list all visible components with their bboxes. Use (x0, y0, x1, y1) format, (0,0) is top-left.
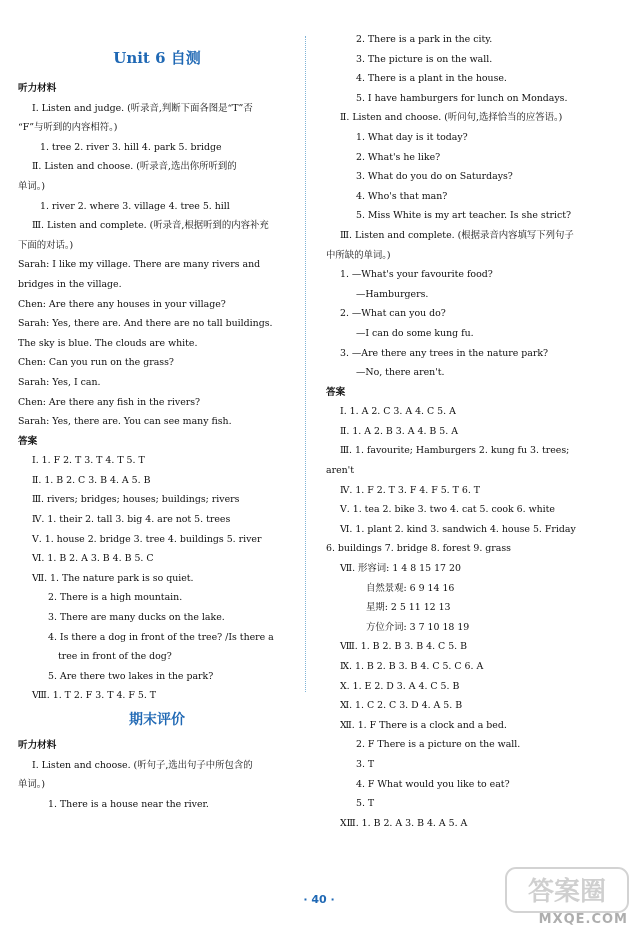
text-line: Ⅵ. 1. B 2. A 3. B 4. B 5. C (32, 553, 154, 565)
text-line: 5. Miss White is my art teacher. Is she strict? (356, 210, 571, 222)
text-line: Ⅳ. 1. their 2. tall 3. big 4. are not 5. trees (32, 514, 231, 526)
text-line: 2. F There is a picture on the wall. (356, 739, 521, 751)
text-line: 自然景观: 6 9 14 16 (366, 582, 455, 594)
left-column (18, 30, 296, 814)
final-evaluation-content (18, 736, 296, 814)
text-line: 4. Is there a dog in front of the tree? /Is there a (48, 631, 274, 643)
text-line: —I can do some kung fu. (356, 327, 474, 339)
text-line: 3. What do you do on Saturdays? (356, 171, 513, 183)
text-line: Chen: Can you run on the grass? (18, 357, 174, 369)
text-line: 3. T (356, 758, 375, 770)
text-line: 5. I have hamburgers for lunch on Mondays. (356, 92, 568, 104)
text-line: Ⅰ. Listen and judge. (听录音,判断下面各图是“T”否 (32, 102, 253, 114)
text-line: Ⅴ. 1. house 2. bridge 3. tree 4. buildings 5. river (32, 533, 262, 545)
text-line: 星期: 2 5 11 12 13 (366, 602, 451, 614)
text-line: 1. What day is it today? (356, 131, 468, 143)
text-line: Sarah: Yes, I can. (18, 376, 101, 388)
text-line: Ⅲ. Listen and complete. (听录音,根据听到的内容补充 (32, 220, 269, 232)
text-line: 1. There is a house near the river. (48, 798, 209, 810)
column-divider (305, 36, 306, 692)
text-line: Ⅱ. Listen and choose. (听录音,选出你所听到的 (32, 161, 237, 173)
text-line: Sarah: I like my village. There are many rivers and (18, 259, 261, 271)
text-line: 6. buildings 7. bridge 8. forest 9. grass (326, 543, 511, 555)
text-line: 方位介词: 3 7 10 18 19 (366, 621, 470, 633)
text-line: 2. There is a high mountain. (48, 592, 183, 604)
final-evaluation-title: 期末评价 (129, 712, 185, 728)
text-line: 中所缺的单词。) (326, 249, 391, 261)
text-line: 下面的对话。) (18, 239, 74, 251)
text-line: ⅩⅢ. 1. B 2. A 3. B 4. A 5. A (340, 817, 468, 829)
text-line: Ⅱ. Listen and choose. (听问句,选择恰当的应答语。) (340, 112, 563, 124)
unit-6-content (18, 79, 296, 706)
text-line: Ⅷ. 1. T 2. F 3. T 4. F 5. T (32, 690, 157, 702)
watermark-url: MXQE.COM (538, 912, 628, 927)
text-line: 1. tree 2. river 3. hill 4. park 5. bridge (40, 141, 222, 153)
text-line: bridges in the village. (18, 278, 122, 290)
text-line: Ⅲ. rivers; bridges; houses; buildings; rivers (32, 494, 240, 506)
text-line: Ⅰ. 1. A 2. C 3. A 4. C 5. A (340, 406, 456, 418)
text-line: 1. —What's your favourite food? (340, 269, 493, 281)
text-line: Ⅳ. 1. F 2. T 3. F 4. F 5. T 6. T (340, 484, 481, 496)
section-heading: 答案 (18, 435, 38, 447)
text-line: Ⅺ. 1. C 2. C 3. D 4. A 5. B (340, 700, 463, 712)
text-line: 3. —Are there any trees in the nature park? (340, 347, 549, 359)
text-line: Ⅵ. 1. plant 2. kind 3. sandwich 4. house 5. Friday (340, 523, 576, 535)
page-number: · 40 · (303, 893, 335, 906)
text-line: Ⅶ. 形容词: 1 4 8 15 17 20 (340, 563, 461, 575)
text-line: 3. There are many ducks on the lake. (48, 612, 225, 624)
text-line: Ⅸ. 1. B 2. B 3. B 4. C 5. C 6. A (340, 661, 484, 672)
text-line: Sarah: Yes, there are. And there are no tall buildings. (18, 318, 273, 330)
text-line: Ⅱ. 1. B 2. C 3. B 4. A 5. B (32, 474, 151, 486)
text-line: Ⅰ. Listen and choose. (听句子,选出句子中所包含的 (32, 759, 253, 771)
text-line: Ⅲ. 1. favourite; Hamburgers 2. kung fu 3. trees; (340, 445, 570, 457)
text-line: Chen: Are there any houses in your village? (18, 298, 226, 310)
svg-text:答案圈: 答案圈 (527, 877, 607, 907)
text-line: 5. T (356, 798, 375, 810)
section-heading: 听力材料 (18, 83, 57, 94)
text-line: aren't (326, 465, 355, 477)
text-line: —No, there aren't. (356, 367, 445, 379)
final-evaluation-continued (326, 30, 622, 833)
text-line: 5. Are there two lakes in the park? (48, 670, 214, 682)
text-line: Ⅻ. 1. F There is a clock and a bed. (340, 719, 507, 731)
text-line: 2. —What can you do? (340, 308, 446, 320)
text-line: Ⅱ. 1. A 2. B 3. A 4. B 5. A (340, 425, 458, 437)
text-line: 2. There is a park in the city. (356, 34, 493, 45)
text-line: Ⅰ. 1. F 2. T 3. T 4. T 5. T (32, 455, 145, 467)
text-line: 单词。) (18, 180, 46, 192)
text-line: 4. There is a plant in the house. (356, 73, 507, 85)
text-line: Chen: Are there any fish in the rivers? (18, 396, 201, 408)
text-line: 单词。) (18, 779, 46, 791)
text-line: tree in front of the dog? (58, 651, 172, 663)
right-column (326, 30, 622, 833)
text-line: Ⅴ. 1. tea 2. bike 3. two 4. cat 5. cook 6. white (340, 504, 555, 516)
text-line: Ⅷ. 1. B 2. B 3. B 4. C 5. B (340, 641, 468, 653)
text-line: Ⅹ. 1. E 2. D 3. A 4. C 5. B (340, 680, 460, 692)
text-line: 2. What's he like? (356, 151, 441, 163)
text-line: “F”与听到的内容相符。) (18, 122, 118, 134)
text-line: —Hamburgers. (356, 288, 429, 300)
unit-6-title: Unit 6 自测 (113, 49, 201, 67)
text-line: Ⅲ. Listen and complete. (根据录音内容填写下列句子 (340, 229, 574, 241)
section-heading: 答案 (326, 386, 346, 398)
section-heading: 听力材料 (18, 740, 57, 751)
text-line: 3. The picture is on the wall. (356, 53, 493, 65)
text-line: The sky is blue. The clouds are white. (18, 337, 198, 349)
text-line: 1. river 2. where 3. village 4. tree 5. hill (40, 200, 230, 212)
text-line: 4. Who's that man? (356, 190, 448, 202)
text-line: Sarah: Yes, there are. You can see many fish. (18, 416, 232, 428)
text-line: Ⅶ. 1. The nature park is so quiet. (32, 572, 194, 584)
text-line: 4. F What would you like to eat? (356, 778, 510, 790)
